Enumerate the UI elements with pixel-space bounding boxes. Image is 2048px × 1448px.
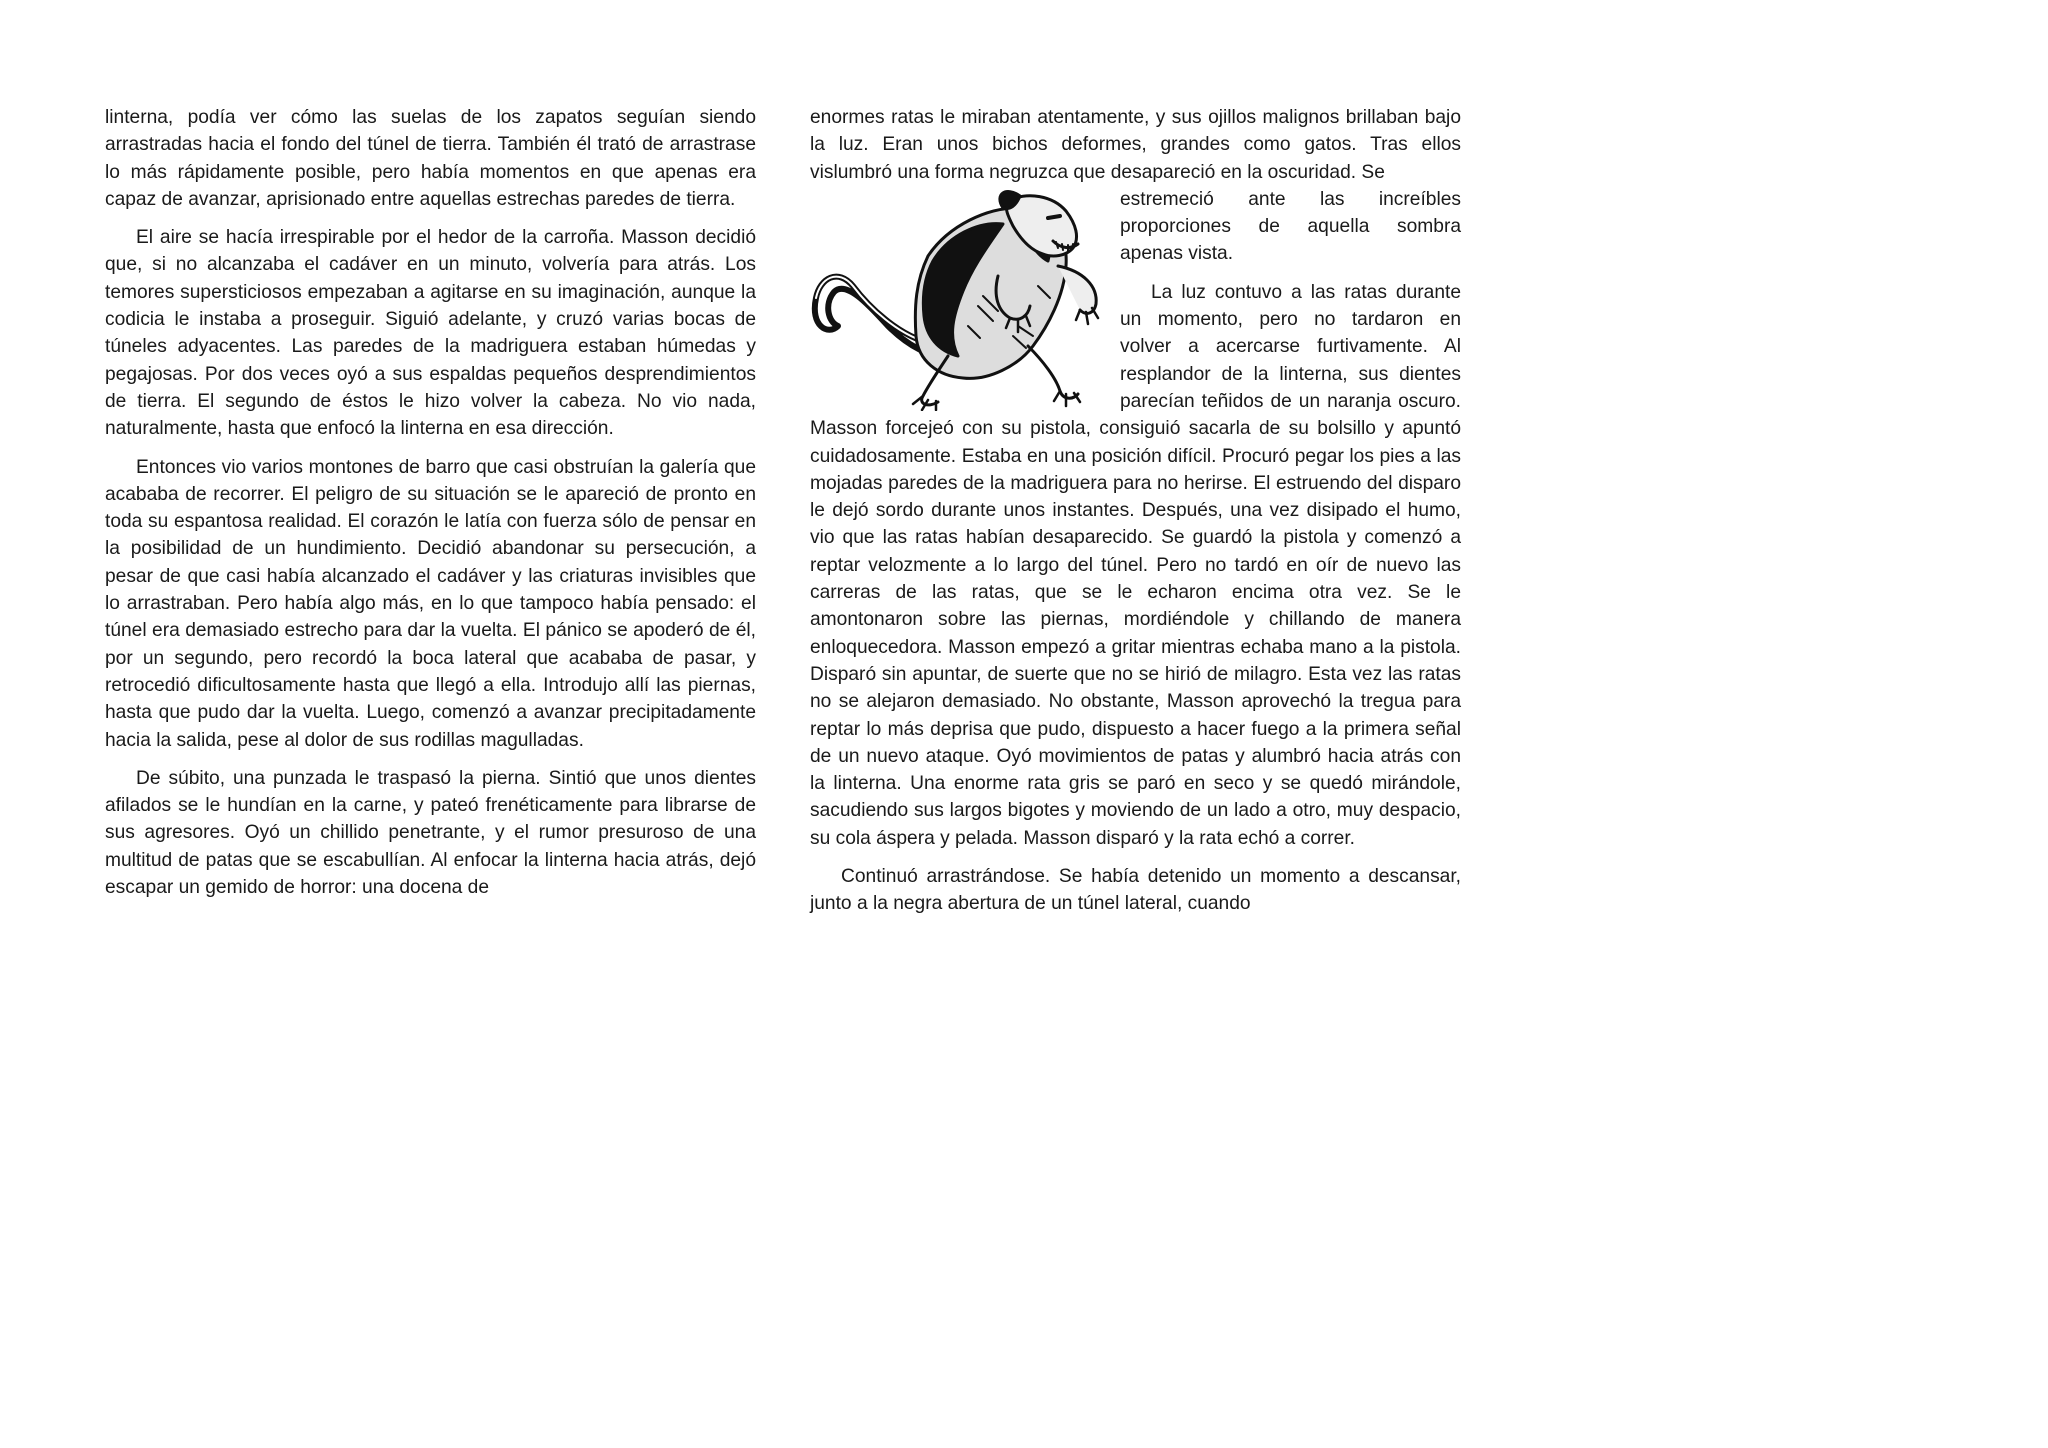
paragraph: Entonces vio varios montones de barro que casi obstruían la galería que acababa de recorrer. El peligro de su situación se le apareció de pronto en toda su espantosa realidad. El corazón le latía con fuerza sólo de pensar en la posibilidad de un hundimiento. Decidió abandonar su persecución, a pesar de que casi había alcanzado el cadáver y las criaturas invisibles que lo arrastraban. Pero había algo más, en lo que tampoco había pensado: el túnel era demasiado estrecho para dar la vuelta. El pánico se apoderó de él, por un segundo, pero recordó la boca lateral que acababa de pasar, y retrocedió dificultosamente hasta que llegó a ella. Introdujo allí las piernas, hasta que pudo dar la vuelta. Luego, comenzó a avanzar precipitadamente hacia la salida, pese al dolor de sus rodillas magulladas.: [105, 456, 756, 751]
paragraph: La luz contuvo a las ratas durante un momento, pero no tardaron en volver a acercarse furtivamente. Al resplandor de la linterna, sus dientes parecían teñidos de un naranja oscuro. Masson forcejeó con su pistola, consiguió sacarla de su bolsillo y apuntó cuidadosamente. Estaba en una posición difícil. Procuró pegar los pies a las mojadas paredes de la madriguera para no herirse. El estruendo del disparo le dejó sordo durante unos instantes. Después, una vez disipado el humo, vio que las ratas habían desaparecido. Se guardó la pistola y comenzó a reptar velozmente a lo largo del túnel. Pero no tardó en oír de nuevo las carreras de las ratas, que se le echaron encima otra vez. Se le amontonaron sobre las piernas, mordiéndole y chillando de manera enloquecedora. Masson empezó a gritar mientras echaba mano a la pistola. Disparó sin apuntar, de suerte que no se hirió de milagro. Esta vez las ratas no se alejaron demasiado. No obstante, Masson aprovechó la tregua para reptar lo más deprisa que pudo, dispuesto a hacer fuego a la primera señal de un nuevo ataque. Oyó movimientos de patas y alumbró hacia atrás con la linterna. Una enorme rata gris se paró en seco y se quedó mirándole, sacudiendo sus largos bigotes y moviendo de un lado a otro, muy despacio, su cola áspera y pelada. Masson disparó y la rata echó a correr.: [810, 281, 1461, 849]
paragraph: Continuó arrastrándose. Se había detenido un momento a descansar, junto a la negra abertura de un túnel lateral, cuando: [810, 866, 1461, 915]
paragraph: linterna, podía ver cómo las suelas de los zapatos seguían siendo arrastradas hacia el fondo del túnel de tierra. También él trató de arrastrase lo más rápidamente posible, pero había momentos en que apenas era capaz de avanzar, aprisionado entre aquellas estrechas paredes de tierra.: [105, 107, 756, 210]
paragraph: El aire se hacía irrespirable por el hedor de la carroña. Masson decidió que, si no alcanzaba el cadáver en un minuto, volvería para atrás. Los temores supersticiosos empezaban a agitarse en su imaginación, aunque la codicia le instaba a proseguir. Siguió adelante, y cruzó varias bocas de túneles adyacentes. Las paredes de la madriguera estaban húmedas y pegajosas. Por dos veces oyó a sus espaldas pequeños desprendimientos de tierra. El segundo de éstos le hizo volver la cabeza. No vio nada, naturalmente, hasta que enfocó la linterna en esa dirección.: [105, 227, 756, 440]
right-column: [810, 104, 1461, 918]
paragraph-intro: enormes ratas le miraban atentamente, y sus ojillos malignos brillaban bajo la luz. Eran unos bichos deformes, grandes como gatos. Tras ellos vislumbró una forma negruzca que desapareció en la oscuridad. Se: [810, 107, 1461, 183]
paragraph: De súbito, una punzada le traspasó la pierna. Sintió que unos dientes afilados se le hundían en la carne, y pateó frenéticamente para librarse de sus agresores. Oyó un chillido penetrante, y el rumor presuroso de una multitud de patas que se escabullían. Al enfocar la linterna hacia atrás, dejó escapar un gemido de horror: una docena de: [105, 767, 756, 899]
left-column: [105, 104, 756, 901]
paragraph: estremeció ante las increíbles proporciones de aquella sombra apenas vista.: [1120, 188, 1461, 265]
monstrous-rat-icon: [798, 186, 1116, 411]
